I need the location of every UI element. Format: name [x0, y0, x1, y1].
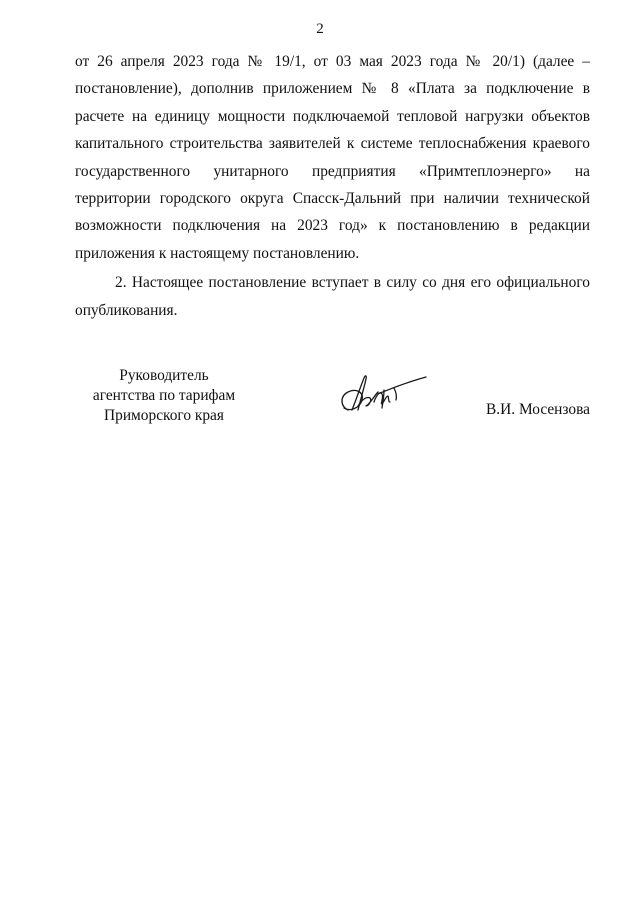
- signatory-position-line: Приморского края: [104, 407, 224, 424]
- signer-name: В.И. Мосензова: [486, 401, 590, 418]
- document-body: [75, 48, 590, 324]
- body-paragraph-continuation: от 26 апреля 2023 года № 19/1, от 03 мая 2023 года № 20/1) (далее – постановление), дополнив приложением № 8 «Плата за подключение в расчете на единицу мощности подключаемой тепловой нагрузки объектов капитального строительства заявителей к системе теплоснабжения краевого государственного унитарного предприятия «Примтеплоэнерго» на территории городского округа Спасск-Дальний при наличии технической возможности подключения на 2023 год» к постановлению в редакции приложения к настоящему постановлению.: [75, 53, 590, 262]
- signatory-position-line: Руководитель: [119, 367, 209, 384]
- signatory-position: [74, 366, 254, 426]
- page-number: 2: [316, 21, 324, 37]
- body-paragraph-effective-date: 2. Настоящее постановление вступает в силу со дня его официального опубликования.: [75, 274, 590, 319]
- signatory-position-line: агентства по тарифам: [92, 387, 236, 404]
- handwritten-signature-icon: [334, 366, 434, 422]
